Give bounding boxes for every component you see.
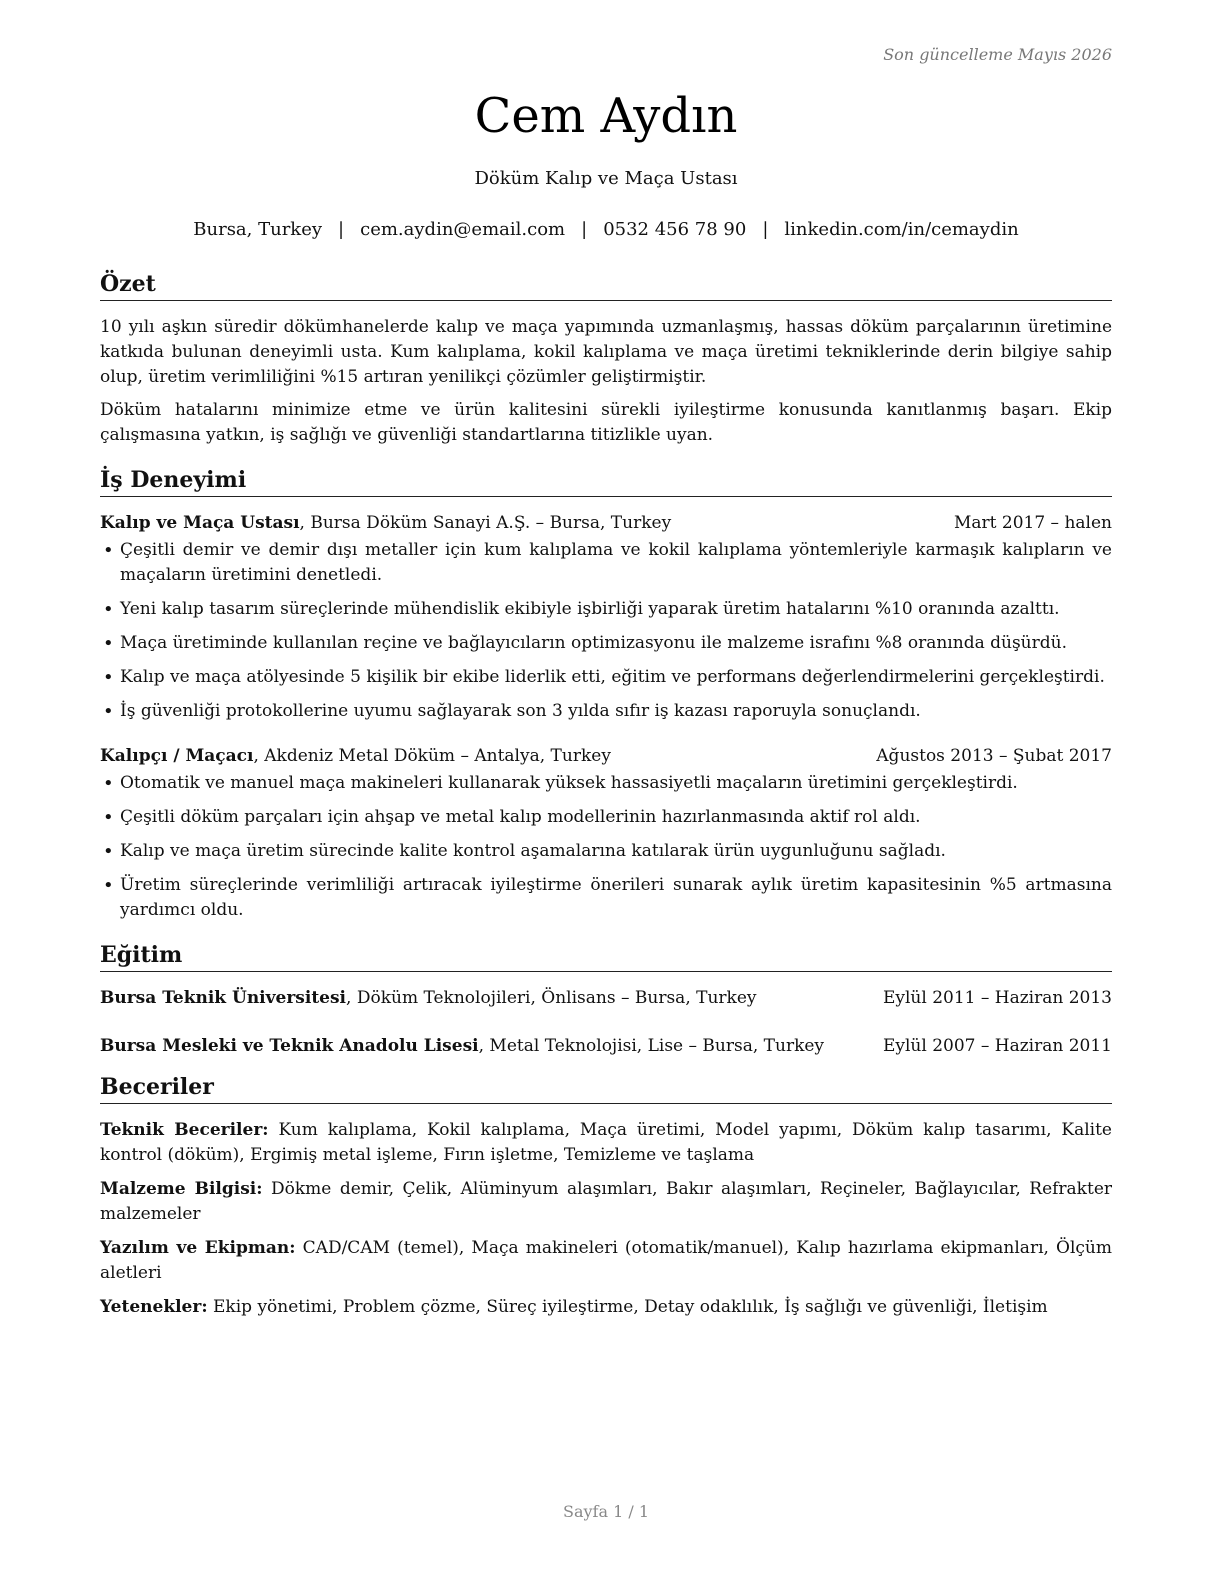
job-entry [100,511,1112,724]
job-bullet: • Çeşitli döküm parçaları için ahşap ve metal kalıp modellerinin hazırlanmasında aktif rol aldı. [100,805,1112,830]
summary-section [100,270,1112,448]
skill-label: Teknik Beceriler: [100,1120,269,1140]
contact-linkedin[interactable]: linkedin.com/in/cemaydin [784,219,1019,240]
job-title-line [100,511,671,536]
education-entry [100,986,1112,1011]
job-bullet: • Yeni kalıp tasarım süreçlerinde mühendislik ekibiyle işbirliği yaparak üretim hatalarını %10 oranında azalttı. [100,597,1112,622]
resume-content [100,270,1112,1329]
experience-section [100,466,1112,923]
skill-group [100,1295,1112,1320]
job-bullet: • Maça üretiminde kullanılan reçine ve bağlayıcıların optimizasyonu ile malzeme israfını %8 oranında düşürdü. [100,631,1112,656]
skill-label: Yetenekler: [100,1297,208,1317]
job-bullet: • Kalıp ve maça atölyesinde 5 kişilik bir ekibe liderlik etti, eğitim ve performans değerlendirmelerini gerçekleştirdi. [100,665,1112,690]
page-number: Sayfa 1 / 1 [562,1502,649,1521]
skill-group [100,1177,1112,1227]
job-bullet: • Kalıp ve maça üretim sürecinde kalite kontrol aşamalarına katılarak ürün uygunluğunu sağladı. [100,839,1112,864]
job-dates: Mart 2017 – halen [953,513,1112,533]
skill-label: Malzeme Bilgisi: [100,1179,263,1199]
education-heading: Eğitim [100,941,1112,972]
education-school-line [100,986,757,1011]
job-bullet: • Çeşitli demir ve demir dışı metaller için kum kalıplama ve kokil kalıplama yöntemleriyle karmaşık kalıpların ve maçaların üretimini denetledi. [100,538,1112,588]
contact-line [100,219,1112,240]
contact-location: Bursa, Turkey [193,219,323,240]
summary-heading: Özet [100,270,1112,301]
job-role: Kalıpçı / Maçacı [100,746,254,766]
job-title-line [100,744,611,769]
contact-separator: | [762,219,769,240]
education-school: Bursa Mesleki ve Teknik Anadolu Lisesi [100,1036,479,1056]
education-section [100,941,1112,1059]
last-updated: Son güncelleme Mayıs 2026 [883,45,1112,64]
education-school: Bursa Teknik Üniversitesi [100,988,347,1008]
skill-label: Yazılım ve Ekipman: [100,1238,296,1258]
contact-separator: | [581,219,588,240]
skills-heading: Beceriler [100,1073,1112,1104]
job-bullet: • İş güvenliği protokollerine uyumu sağlayarak son 3 yılda sıfır iş kazası raporuyla sonuçlandı. [100,699,1112,724]
job-dates: Ağustos 2013 – Şubat 2017 [876,746,1112,766]
skills-section [100,1073,1112,1320]
job-role: Kalıp ve Maça Ustası [100,513,300,533]
job-company: , Bursa Döküm Sanayi A.Ş. – Bursa, Turkey [299,513,672,533]
education-school-line [100,1034,824,1059]
contact-separator: | [338,219,345,240]
experience-heading: İş Deneyimi [100,466,1112,497]
candidate-name: Cem Aydın [474,88,738,144]
summary-paragraph: 10 yılı aşkın süredir dökümhanelerde kalıp ve maça yapımında uzmanlaşmış, hassas döküm parçalarının üretimine katkıda bulunan deneyimli usta. Kum kalıplama, kokil kalıplama ve maça üretimi tekniklerinde derin bilgiye sahip olup, üretim verimliliğini %15 artıran yenilikçi çözümler geliştirmiştir. [100,317,1112,387]
job-bullet: • Otomatik ve manuel maça makineleri kullanarak yüksek hassasiyetli maçaların üretimini gerçekleştirdi. [100,771,1112,796]
contact-phone: 0532 456 78 90 [603,219,747,240]
job-bullet: • Üretim süreçlerinde verimliliği artıracak iyileştirme önerileri sunarak aylık üretim kapasitesinin %5 artmasına yardımcı oldu. [100,873,1112,923]
job-header [100,511,1112,536]
job-entry [100,744,1112,923]
skill-text: CAD/CAM (temel), Maça makineleri (otomatik/manuel), Kalıp hazırlama ekipmanları, Ölçüm aletleri [100,1238,1112,1283]
job-header [100,744,1112,769]
education-dates: Eylül 2007 – Haziran 2011 [882,1036,1112,1056]
job-bullets [100,538,1112,724]
skill-group [100,1236,1112,1286]
education-entry [100,1034,1112,1059]
job-company: , Akdeniz Metal Döküm – Antalya, Turkey [253,746,611,766]
skill-text: Dökme demir, Çelik, Alüminyum alaşımları, Bakır alaşımları, Reçineler, Bağlayıcılar, Refrakter malzemeler [100,1179,1113,1224]
education-detail: , Metal Teknolojisi, Lise – Bursa, Turkey [478,1036,825,1056]
skill-group [100,1118,1112,1168]
education-detail: , Döküm Teknolojileri, Önlisans – Bursa, Turkey [346,988,757,1008]
summary-paragraph: Döküm hatalarını minimize etme ve ürün kalitesini sürekli iyileştirme konusunda kanıtlanmış başarı. Ekip çalışmasına yatkın, iş sağlığı ve güvenliği standartlarına titizlikle uyan. [100,400,1112,445]
candidate-title: Döküm Kalıp ve Maça Ustası [474,168,738,189]
education-dates: Eylül 2011 – Haziran 2013 [882,988,1112,1008]
contact-email[interactable]: cem.aydin@email.com [360,219,566,240]
skill-text: Ekip yönetimi, Problem çözme, Süreç iyileştirme, Detay odaklılık, İş sağlığı ve güvenliği, İletişim [207,1297,1048,1317]
job-bullets [100,771,1112,923]
resume-page [100,0,1112,1584]
skill-text: Kum kalıplama, Kokil kalıplama, Maça üretimi, Model yapımı, Döküm kalıp tasarımı, Kalite kontrol (döküm), Ergimiş metal işleme, Fırın işletme, Temizleme ve taşlama [100,1120,1112,1165]
